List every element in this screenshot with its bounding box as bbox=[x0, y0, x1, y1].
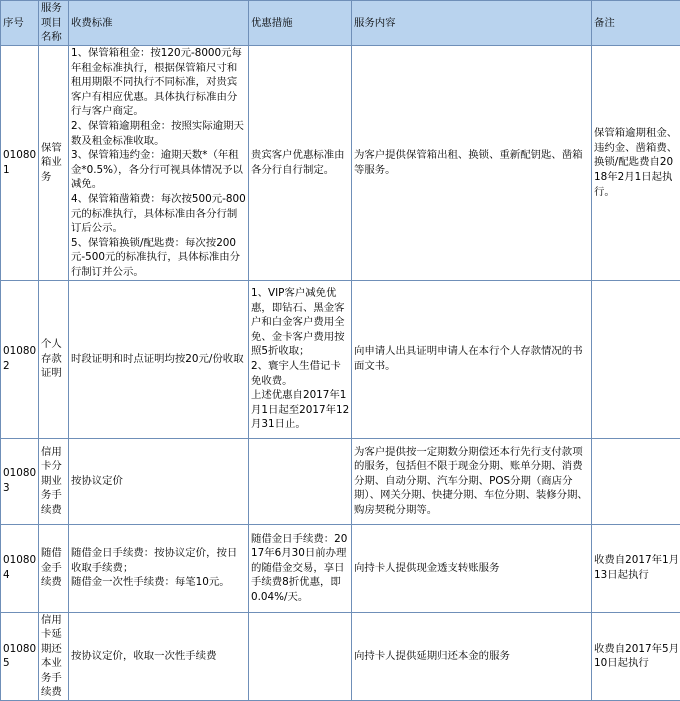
cell-remark: 收费自2017年1月13日起执行 bbox=[592, 524, 680, 612]
cell-seq: 010802 bbox=[1, 280, 39, 438]
table-row bbox=[1, 438, 680, 524]
table-row bbox=[1, 280, 680, 438]
table-row bbox=[1, 524, 680, 612]
cell-seq: 010803 bbox=[1, 438, 39, 524]
cell-item-name: 保管箱业务 bbox=[39, 46, 69, 281]
cell-remark: 收费自2017年5月10日起执行 bbox=[592, 612, 680, 701]
cell-service-content: 为客户提供按一定期数分期偿还本行先行支付款项的服务，包括但不限于现金分期、账单分期、消费分期、自动分期、汽车分期、POS分期（商店分期）、网关分期、快捷分期、车位分期、装修分期、购房契税分期等。 bbox=[352, 438, 592, 524]
cell-remark bbox=[592, 438, 680, 524]
cell-service-content: 为客户提供保管箱出租、换锁、重新配钥匙、凿箱等服务。 bbox=[352, 46, 592, 281]
cell-discount: 贵宾客户优惠标准由各分行自行制定。 bbox=[249, 46, 352, 281]
cell-fee-standard: 按协议定价，收取一次性手续费 bbox=[69, 612, 249, 701]
table-row bbox=[1, 612, 680, 701]
cell-item-name: 信用卡分期业务手续费 bbox=[39, 438, 69, 524]
header-remark: 备注 bbox=[592, 1, 680, 46]
table-row bbox=[1, 46, 680, 281]
header-item-name: 服务项目名称 bbox=[39, 1, 69, 46]
header-discount: 优惠措施 bbox=[249, 1, 352, 46]
cell-item-name: 信用卡延期还本业务手续费 bbox=[39, 612, 69, 701]
cell-seq: 010801 bbox=[1, 46, 39, 281]
header-fee-standard: 收费标准 bbox=[69, 1, 249, 46]
cell-seq: 010804 bbox=[1, 524, 39, 612]
cell-discount bbox=[249, 438, 352, 524]
cell-seq: 010805 bbox=[1, 612, 39, 701]
cell-fee-standard: 1、保管箱租金：按120元-8000元每年租金标准执行，根据保管箱尺寸和租用期限不同执行不同标准，对贵宾客户有相应优惠。具体执行标准由分行与客户商定。 2、保管箱逾期租金：按照实际逾期天数及租金标准收取。 3、保管箱违约金：逾期天数*（年租金*0.5%），各分行可视具体情况予以减免。 4、保管箱凿箱费：每次按500元-800元的标准执行，具体标准由各分行制订后公示。 5、保管箱换锁/配匙费：每次按200元-500元的标准执行，具体标准由分行制订并公示。 bbox=[69, 46, 249, 281]
cell-item-name: 个人存款证明 bbox=[39, 280, 69, 438]
cell-discount bbox=[249, 612, 352, 701]
cell-service-content: 向申请人出具证明申请人在本行个人存款情况的书面文书。 bbox=[352, 280, 592, 438]
cell-fee-standard: 时段证明和时点证明均按20元/份收取 bbox=[69, 280, 249, 438]
cell-fee-standard: 随借金日手续费：按协议定价，按日收取手续费； 随借金一次性手续费：每笔10元。 bbox=[69, 524, 249, 612]
header-service-content: 服务内容 bbox=[352, 1, 592, 46]
cell-item-name: 随借金手续费 bbox=[39, 524, 69, 612]
cell-service-content: 向持卡人提供现金透支转账服务 bbox=[352, 524, 592, 612]
cell-discount: 随借金日手续费：2017年6月30日前办理的随借金交易，享日手续费8折优惠，即0.04%/天。 bbox=[249, 524, 352, 612]
cell-discount: 1、VIP客户减免优惠，即钻石、黑金客户和白金客户费用全免、金卡客户费用按照5折收取； 2、寰宇人生借记卡免收费。 上述优惠自2017年1月1日起至2017年12月31日止。 bbox=[249, 280, 352, 438]
cell-service-content: 向持卡人提供延期归还本金的服务 bbox=[352, 612, 592, 701]
header-seq: 序号 bbox=[1, 1, 39, 46]
cell-fee-standard: 按协议定价 bbox=[69, 438, 249, 524]
header-row bbox=[1, 1, 680, 46]
cell-remark bbox=[592, 280, 680, 438]
cell-remark: 保管箱逾期租金、违约金、凿箱费、换锁/配匙费自2018年2月1日起执行。 bbox=[592, 46, 680, 281]
